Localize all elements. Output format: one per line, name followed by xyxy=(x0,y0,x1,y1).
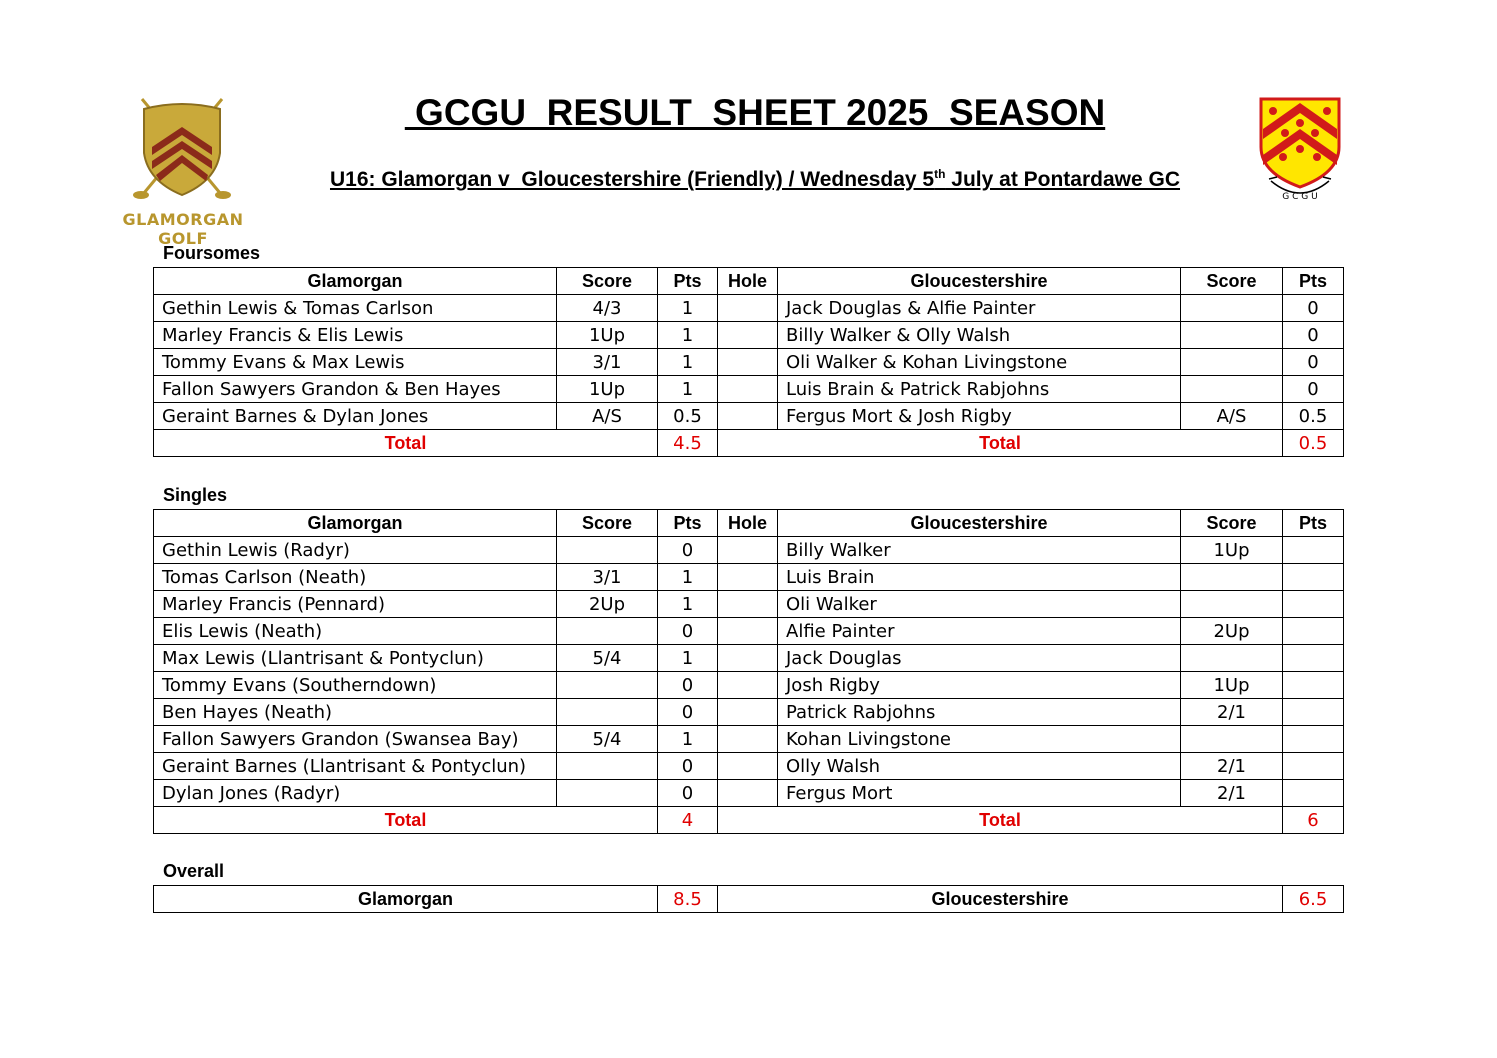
glamorgan-player-cell: Gethin Lewis (Radyr) xyxy=(154,537,557,564)
subtitle-end: July at Pontardawe GC xyxy=(945,168,1181,191)
gloucestershire-player-cell: Josh Rigby xyxy=(778,672,1181,699)
gloucestershire-score-cell: A/S xyxy=(1181,403,1283,430)
col-header-score: Score xyxy=(1181,510,1283,537)
gcgu-crest-logo xyxy=(1255,95,1345,207)
glamorgan-player-cell: Tommy Evans (Southerndown) xyxy=(154,672,557,699)
glamorgan-score-cell: 1Up xyxy=(557,376,658,403)
glamorgan-pts-cell: 0 xyxy=(658,699,718,726)
gloucestershire-pts-cell xyxy=(1283,753,1344,780)
crest-letters: G C G U xyxy=(1282,192,1318,202)
col-header-pts: Pts xyxy=(1283,268,1344,295)
overall-gloucestershire-label: Gloucestershire xyxy=(718,886,1283,913)
gloucestershire-pts-cell xyxy=(1283,591,1344,618)
gloucestershire-pts-cell: 0 xyxy=(1283,349,1344,376)
total-gloucestershire: 6 xyxy=(1283,807,1344,834)
glamorgan-pts-cell: 1 xyxy=(658,376,718,403)
col-header-pts: Pts xyxy=(658,268,718,295)
glamorgan-score-cell xyxy=(557,699,658,726)
foursomes-label: Foursomes xyxy=(163,243,261,263)
hole-cell xyxy=(718,753,778,780)
col-header-glamorgan: Glamorgan xyxy=(154,268,557,295)
table-row xyxy=(154,726,1344,753)
glamorgan-score-cell: A/S xyxy=(557,403,658,430)
glamorgan-pts-cell: 0 xyxy=(658,618,718,645)
gloucestershire-player-cell: Billy Walker xyxy=(778,537,1181,564)
table-row xyxy=(154,645,1344,672)
gloucestershire-player-cell: Fergus Mort xyxy=(778,780,1181,807)
glamorgan-score-cell: 3/1 xyxy=(557,349,658,376)
hole-cell xyxy=(718,699,778,726)
hole-cell xyxy=(718,564,778,591)
col-header-pts: Pts xyxy=(658,510,718,537)
col-header-pts: Pts xyxy=(1283,510,1344,537)
gloucestershire-score-cell: 2/1 xyxy=(1181,780,1283,807)
total-glamorgan: 4.5 xyxy=(658,430,718,457)
gloucestershire-pts-cell xyxy=(1283,618,1344,645)
glamorgan-player-cell: Max Lewis (Llantrisant & Pontyclun) xyxy=(154,645,557,672)
subtitle-ordinal: th xyxy=(934,167,946,181)
hole-cell xyxy=(718,591,778,618)
gloucestershire-score-cell xyxy=(1181,322,1283,349)
col-header-gloucestershire: Gloucestershire xyxy=(778,268,1181,295)
total-row xyxy=(154,430,1344,457)
table-row xyxy=(154,376,1344,403)
foursomes-table xyxy=(153,267,1344,457)
gloucestershire-score-cell: 2/1 xyxy=(1181,699,1283,726)
hole-cell xyxy=(718,403,778,430)
gloucestershire-player-cell: Olly Walsh xyxy=(778,753,1181,780)
glamorgan-pts-cell: 1 xyxy=(658,295,718,322)
glamorgan-player-cell: Fallon Sawyers Grandon (Swansea Bay) xyxy=(154,726,557,753)
gloucestershire-score-cell: 2Up xyxy=(1181,618,1283,645)
gloucestershire-player-cell: Jack Douglas & Alfie Painter xyxy=(778,295,1181,322)
gloucestershire-score-cell xyxy=(1181,726,1283,753)
table-header-row xyxy=(154,268,1344,295)
table-row xyxy=(154,618,1344,645)
glamorgan-pts-cell: 0 xyxy=(658,780,718,807)
gloucestershire-player-cell: Luis Brain & Patrick Rabjohns xyxy=(778,376,1181,403)
glamorgan-score-cell: 1Up xyxy=(557,322,658,349)
hole-cell xyxy=(718,726,778,753)
hole-cell xyxy=(718,322,778,349)
table-row xyxy=(154,403,1344,430)
gloucestershire-score-cell xyxy=(1181,376,1283,403)
glamorgan-pts-cell: 1 xyxy=(658,349,718,376)
gloucestershire-pts-cell xyxy=(1283,780,1344,807)
glamorgan-pts-cell: 1 xyxy=(658,726,718,753)
hole-cell xyxy=(718,349,778,376)
subtitle-main: U16: Glamorgan v Gloucestershire (Friendly) / Wednesday 5 xyxy=(329,168,935,191)
col-header-score: Score xyxy=(1181,268,1283,295)
table-header-row xyxy=(154,510,1344,537)
table-row xyxy=(154,295,1344,322)
total-glamorgan: 4 xyxy=(658,807,718,834)
overall-glamorgan-label: Glamorgan xyxy=(154,886,658,913)
table-row xyxy=(154,780,1344,807)
gloucestershire-player-cell: Jack Douglas xyxy=(778,645,1181,672)
overall-gloucestershire-total: 6.5 xyxy=(1283,886,1344,913)
gloucestershire-player-cell: Alfie Painter xyxy=(778,618,1181,645)
hole-cell xyxy=(718,672,778,699)
glamorgan-pts-cell: 1 xyxy=(658,564,718,591)
glamorgan-pts-cell: 0 xyxy=(658,753,718,780)
hole-cell xyxy=(718,618,778,645)
col-header-score: Score xyxy=(557,510,658,537)
glamorgan-pts-cell: 0 xyxy=(658,672,718,699)
col-header-score: Score xyxy=(557,268,658,295)
glamorgan-score-cell: 2Up xyxy=(557,591,658,618)
gloucestershire-score-cell xyxy=(1181,295,1283,322)
glamorgan-pts-cell: 0.5 xyxy=(658,403,718,430)
table-row xyxy=(154,753,1344,780)
gloucestershire-pts-cell xyxy=(1283,537,1344,564)
gloucestershire-pts-cell: 0 xyxy=(1283,376,1344,403)
overall-table xyxy=(153,885,1344,913)
hole-cell xyxy=(718,295,778,322)
table-row xyxy=(154,699,1344,726)
overall-glamorgan-total: 8.5 xyxy=(658,886,718,913)
hole-cell xyxy=(718,780,778,807)
col-header-gloucestershire: Gloucestershire xyxy=(778,510,1181,537)
glamorgan-player-cell: Marley Francis (Pennard) xyxy=(154,591,557,618)
gloucestershire-player-cell: Oli Walker & Kohan Livingstone xyxy=(778,349,1181,376)
glamorgan-player-cell: Elis Lewis (Neath) xyxy=(154,618,557,645)
page-title: GCGU RESULT SHEET 2025 SEASON xyxy=(404,92,1106,133)
table-row xyxy=(154,591,1344,618)
table-row xyxy=(154,564,1344,591)
glamorgan-player-cell: Tomas Carlson (Neath) xyxy=(154,564,557,591)
table-row xyxy=(154,349,1344,376)
gloucestershire-score-cell: 1Up xyxy=(1181,672,1283,699)
glamorgan-player-cell: Ben Hayes (Neath) xyxy=(154,699,557,726)
gloucestershire-score-cell xyxy=(1181,349,1283,376)
gloucestershire-score-cell xyxy=(1181,564,1283,591)
glamorgan-score-cell: 3/1 xyxy=(557,564,658,591)
glamorgan-player-cell: Geraint Barnes (Llantrisant & Pontyclun) xyxy=(154,753,557,780)
glamorgan-pts-cell: 0 xyxy=(658,537,718,564)
total-label: Total xyxy=(154,807,658,834)
glamorgan-score-cell: 4/3 xyxy=(557,295,658,322)
gloucestershire-pts-cell xyxy=(1283,645,1344,672)
col-header-glamorgan: Glamorgan xyxy=(154,510,557,537)
table-row xyxy=(154,537,1344,564)
glamorgan-pts-cell: 1 xyxy=(658,591,718,618)
glamorgan-player-cell: Gethin Lewis & Tomas Carlson xyxy=(154,295,557,322)
total-label: Total xyxy=(154,430,658,457)
col-header-hole: Hole xyxy=(718,268,778,295)
glamorgan-player-cell: Geraint Barnes & Dylan Jones xyxy=(154,403,557,430)
gloucestershire-pts-cell: 0.5 xyxy=(1283,403,1344,430)
gloucestershire-score-cell xyxy=(1181,645,1283,672)
total-row xyxy=(154,807,1344,834)
gloucestershire-player-cell: Luis Brain xyxy=(778,564,1181,591)
overall-label: Overall xyxy=(163,861,225,881)
gloucestershire-player-cell: Patrick Rabjohns xyxy=(778,699,1181,726)
singles-table xyxy=(153,509,1344,834)
gloucestershire-pts-cell xyxy=(1283,726,1344,753)
total-label: Total xyxy=(718,807,1283,834)
overall-row xyxy=(154,886,1344,913)
hole-cell xyxy=(718,645,778,672)
gloucestershire-player-cell: Billy Walker & Olly Walsh xyxy=(778,322,1181,349)
gloucestershire-pts-cell: 0 xyxy=(1283,322,1344,349)
glamorgan-player-cell: Marley Francis & Elis Lewis xyxy=(154,322,557,349)
glamorgan-player-cell: Fallon Sawyers Grandon & Ben Hayes xyxy=(154,376,557,403)
gloucestershire-pts-cell xyxy=(1283,564,1344,591)
glamorgan-score-cell: 5/4 xyxy=(557,726,658,753)
gloucestershire-score-cell: 1Up xyxy=(1181,537,1283,564)
table-row xyxy=(154,672,1344,699)
gloucestershire-score-cell xyxy=(1181,591,1283,618)
col-header-hole: Hole xyxy=(718,510,778,537)
singles-label: Singles xyxy=(163,485,228,505)
total-label: Total xyxy=(718,430,1283,457)
glamorgan-score-cell xyxy=(557,672,658,699)
glamorgan-player-cell: Dylan Jones (Radyr) xyxy=(154,780,557,807)
crest-icon xyxy=(1255,95,1345,207)
hole-cell xyxy=(718,537,778,564)
hole-cell xyxy=(718,376,778,403)
gloucestershire-score-cell: 2/1 xyxy=(1181,753,1283,780)
glamorgan-pts-cell: 1 xyxy=(658,322,718,349)
gloucestershire-player-cell: Fergus Mort & Josh Rigby xyxy=(778,403,1181,430)
glamorgan-pts-cell: 1 xyxy=(658,645,718,672)
logo-wordmark: GLAMORGAN GOLF xyxy=(122,210,244,248)
total-gloucestershire: 0.5 xyxy=(1283,430,1344,457)
gloucestershire-player-cell: Oli Walker xyxy=(778,591,1181,618)
glamorgan-score-cell xyxy=(557,780,658,807)
gloucestershire-pts-cell xyxy=(1283,699,1344,726)
gloucestershire-pts-cell xyxy=(1283,672,1344,699)
glamorgan-score-cell xyxy=(557,753,658,780)
gloucestershire-pts-cell: 0 xyxy=(1283,295,1344,322)
glamorgan-score-cell xyxy=(557,537,658,564)
gloucestershire-player-cell: Kohan Livingstone xyxy=(778,726,1181,753)
glamorgan-score-cell: 5/4 xyxy=(557,645,658,672)
glamorgan-player-cell: Tommy Evans & Max Lewis xyxy=(154,349,557,376)
table-row xyxy=(154,322,1344,349)
glamorgan-score-cell xyxy=(557,618,658,645)
